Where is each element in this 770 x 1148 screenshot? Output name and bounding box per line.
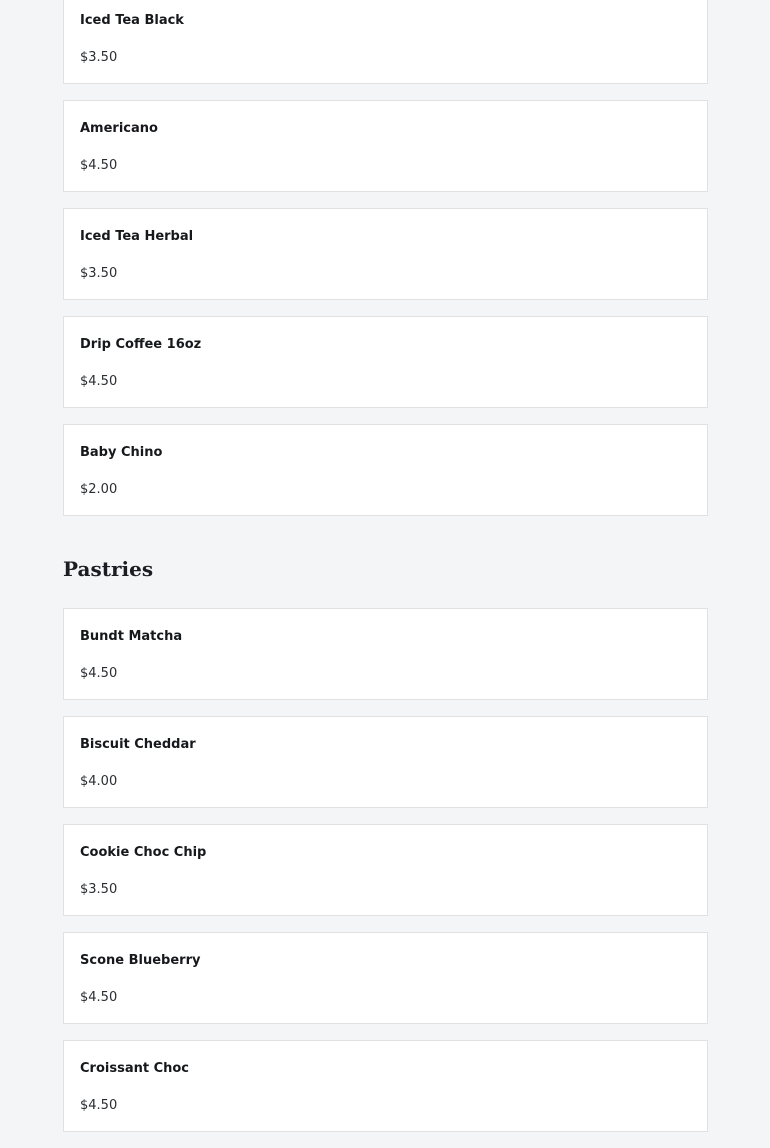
- menu-item-card[interactable]: [63, 608, 708, 700]
- item-name: Drip Coffee 16oz: [80, 337, 202, 352]
- menu-item-card[interactable]: [63, 316, 708, 408]
- item-price: $3.50: [80, 266, 118, 281]
- item-price: $4.50: [80, 1098, 118, 1113]
- item-price: $4.50: [80, 990, 118, 1005]
- item-price: $4.50: [80, 666, 118, 681]
- item-name: Baby Chino: [80, 445, 163, 460]
- item-name: Croissant Choc: [80, 1061, 190, 1076]
- section-drinks: [63, 0, 708, 532]
- menu-item-card[interactable]: [63, 716, 708, 808]
- item-name: Cookie Choc Chip: [80, 845, 207, 860]
- menu-item-card[interactable]: [63, 0, 708, 84]
- menu-item-card[interactable]: [63, 824, 708, 916]
- item-price: $3.50: [80, 50, 118, 65]
- item-price: $4.50: [80, 158, 118, 173]
- section-pastries: [63, 555, 708, 1148]
- menu-item-card[interactable]: [63, 1040, 708, 1132]
- section-title: Pastries: [63, 557, 154, 581]
- item-price: $2.00: [80, 482, 118, 497]
- item-name: Scone Blueberry: [80, 953, 201, 968]
- menu-item-card[interactable]: [63, 932, 708, 1024]
- item-price: $4.00: [80, 774, 118, 789]
- menu-item-card[interactable]: [63, 208, 708, 300]
- item-price: $3.50: [80, 882, 118, 897]
- item-price: $4.50: [80, 374, 118, 389]
- item-name: Iced Tea Herbal: [80, 229, 194, 244]
- item-name: Iced Tea Black: [80, 13, 184, 28]
- item-name: Bundt Matcha: [80, 629, 183, 644]
- menu-item-card[interactable]: [63, 100, 708, 192]
- menu-item-card[interactable]: [63, 424, 708, 516]
- item-name: Americano: [80, 121, 158, 136]
- item-name: Biscuit Cheddar: [80, 737, 196, 752]
